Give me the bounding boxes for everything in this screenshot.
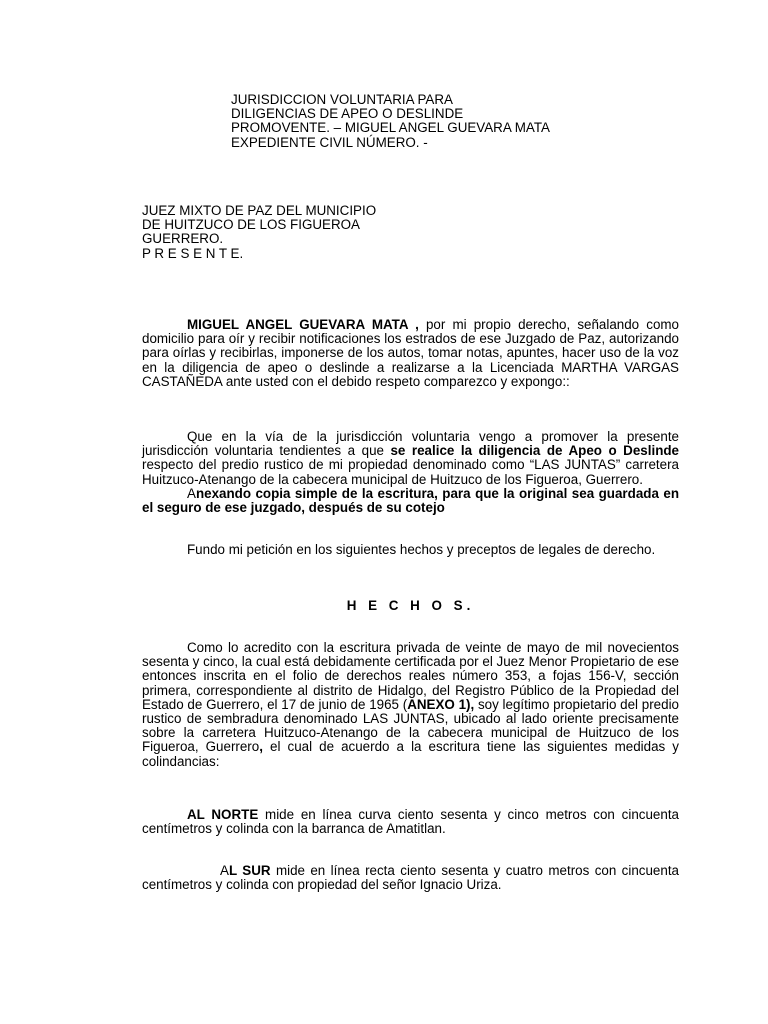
fundamento-text: Fundo mi petición en los siguientes hechos y preceptos de legales de derecho. — [187, 542, 656, 557]
hechos-title: H E C H O S. — [346, 598, 475, 613]
hechos-text-2: soy legítimo propietario del predio rustico de sembradura denominado LAS JUNTAS, ubicado al lado oriente precisamente sobre la carretera Huitzuco-Atenango de la cabecera municipal de Huitzuco de los Figueroa, Guerrero — [142, 696, 679, 755]
sur-label: L SUR — [228, 863, 271, 878]
hechos-text-3: el cual de acuerdo a la escritura tiene las siguientes medidas y colindancias: — [142, 739, 679, 769]
request-text-2: respecto del predio rustico de mi propiedad denominado como “LAS JUNTAS” carretera Huitzuco-Atenango de la cabecera municipal de Huitzuco de los Figueroa, Guerrero. — [142, 457, 679, 487]
paragraph-fundamento — [142, 543, 679, 557]
header-line: PROMOVENTE. – MIGUEL ANGEL GUEVARA MATA — [231, 120, 550, 136]
request-text: Que en la vía de la jurisdicción voluntaria vengo a promover la presente jurisdicción voluntaria tendientes a que — [142, 429, 679, 459]
hechos-comma: , — [259, 739, 263, 755]
header-line: EXPEDIENTE CIVIL NÚMERO. - — [231, 134, 428, 150]
sur-text: mide en línea recta ciento sesenta y cuatro metros con cincuenta centímetros y colinda con propiedad del señor Ignacio Uriza. — [142, 863, 679, 893]
norte-text: mide en línea curva ciento sesenta y cinco metros con cincuenta centímetros y colinda con la barranca de Amatitlan. — [142, 807, 679, 837]
request-bold: se realice la diligencia de Apeo o Deslinde — [390, 443, 679, 459]
annex-text: nexando copia simple de la escritura, para que la original sea guardada en el seguro de ese juzgado, después de su cotejo — [142, 485, 679, 516]
annex-initial: A — [187, 485, 196, 501]
promovente-name: MIGUEL ANGEL GUEVARA MATA , — [187, 317, 419, 332]
hechos-text: Como lo acredito con la escritura privada de veinte de mayo de mil novecientos sesenta y cinco, la cual está debidamente certificada por el Juez Menor Propietario de ese entonces inscrita en el folio de derechos reales número 353, a fojas 156-V, sección primera, correspondiente al distrito de Hidalgo, del Registro Público de la Propiedad del Estado de Guerrero, el 17 de junio de 1965 ( — [142, 640, 679, 712]
addressee-line: GUERRERO. — [142, 231, 224, 247]
header-line: JURISDICCION VOLUNTARIA PARA — [231, 92, 453, 107]
paragraph-hechos — [142, 641, 679, 769]
paragraph-sur — [142, 864, 679, 892]
norte-label: AL NORTE — [187, 807, 259, 822]
case-header — [231, 93, 651, 150]
anexo-label: ANEXO 1), — [407, 696, 475, 712]
addressee-line: P R E S E N T E. — [142, 245, 244, 261]
paragraph-introduction — [142, 318, 679, 389]
addressee-line: JUEZ MIXTO DE PAZ DEL MUNICIPIO — [142, 203, 377, 218]
intro-text: por mi propio derecho, señalando como domicilio para oír y recibir notificaciones los estrados de ese Juzgado de Paz, autorizando para oírlas y recibirlas, imponerse de los autos, tomar notas, apuntes, hacer uso de la voz en la diligencia de apeo o deslinde a realizarse a la Licenciada MARTHA VARGAS CASTAÑEDA ante usted con el debido respeto comparezco y expongo:: — [142, 317, 680, 389]
paragraph-norte — [142, 808, 679, 836]
sur-initial: A — [220, 863, 229, 878]
addressee-line: DE HUITZUCO DE LOS FIGUEROA — [142, 217, 360, 233]
header-line: DILIGENCIAS DE APEO O DESLINDE — [231, 106, 464, 122]
addressee-block — [142, 204, 679, 261]
paragraph-request — [142, 430, 679, 515]
